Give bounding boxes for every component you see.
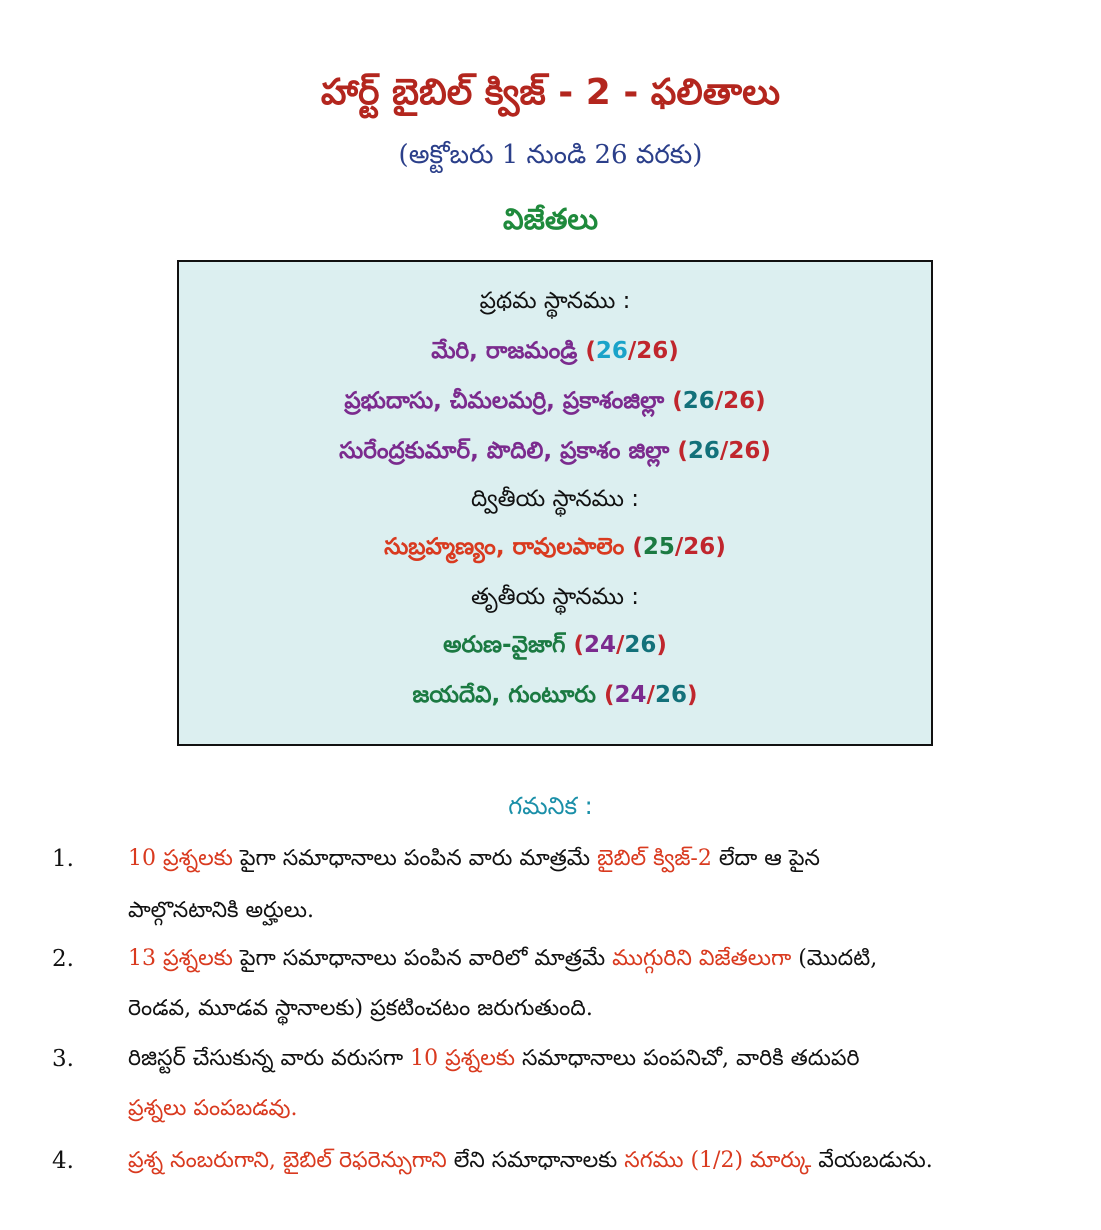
- note-text: లేదా ఆ పైన: [711, 846, 820, 871]
- winner-score: 26: [595, 338, 628, 364]
- winner-name: జయదేవి, గుంటూరు: [412, 682, 596, 708]
- winner-score: 25: [642, 534, 675, 560]
- winner-row: సురేంద్రకుమార్, పొదిలి, ప్రకాశం జిల్లా (26/26): [339, 438, 771, 464]
- winner-score-total: 26: [624, 632, 657, 658]
- page-title: హార్ట్ బైబిల్ క్విజ్ - 2 - ఫలితాలు: [320, 72, 781, 113]
- note-line: [128, 1046, 1058, 1076]
- winner-score-total: 26: [636, 338, 669, 364]
- highlighted-text: ముగ్గురిని విజేతలుగా: [612, 946, 792, 971]
- winner-row: అరుణ-వైజాగ్ (24/26): [443, 632, 667, 658]
- notes-heading: గమనిక :: [508, 792, 593, 820]
- winner-score: 26: [682, 388, 715, 414]
- note-line: [128, 846, 1058, 876]
- winners-heading: విజేతలు: [503, 202, 598, 236]
- first-place-label: ప్రథమ స్థానము :: [479, 288, 631, 314]
- note-text: సమాధానాలు పంపనిచో, వారికి తదుపరి: [515, 1046, 860, 1071]
- second-place-label: ద్వితీయ స్థానము :: [471, 486, 639, 512]
- winner-name: అరుణ-వైజాగ్: [443, 632, 566, 658]
- winners-box: [177, 260, 933, 746]
- highlighted-text: 10 ప్రశ్నలకు: [128, 846, 233, 871]
- winner-score: 24: [583, 632, 616, 658]
- winner-name: ప్రభుదాసు, చీమలమర్రి, ప్రకాశంజిల్లా: [344, 388, 665, 414]
- winner-name: మేరి, రాజమండ్రి: [431, 338, 578, 364]
- highlighted-text: 13 ప్రశ్నలకు: [128, 946, 233, 971]
- winner-score: 24: [614, 682, 647, 708]
- note-text: పాల్గొనటానికి అర్హులు.: [128, 898, 314, 923]
- winner-row: జయదేవి, గుంటూరు (24/26): [412, 682, 698, 708]
- highlighted-text: సగము (1/2) మార్కు: [624, 1148, 812, 1173]
- note-text: రెండవ, మూడవ స్థానాలకు) ప్రకటించటం జరుగుతుంది.: [128, 996, 593, 1021]
- highlighted-text: బైబిల్ క్విజ్-2: [597, 846, 712, 871]
- date-range: (అక్టోబరు 1 నుండి 26 వరకు): [398, 140, 703, 170]
- note-line: [128, 996, 1058, 1026]
- note-line: [128, 898, 1058, 928]
- note-text: (మొదటి,: [791, 946, 878, 971]
- note-number: 3.: [52, 1046, 74, 1072]
- note-text: వేయబడును.: [811, 1148, 933, 1173]
- winner-row: ప్రభుదాసు, చీమలమర్రి, ప్రకాశంజిల్లా (26/26): [344, 388, 766, 414]
- highlighted-text: ప్రశ్నలు పంపబడవు.: [128, 1096, 298, 1121]
- note-text: లేని సమాధానాలకు: [446, 1148, 625, 1173]
- note-text: పైగా సమాధానాలు పంపిన వారు మాత్రమే: [232, 846, 598, 871]
- note-text: రిజిస్టర్ చేసుకున్న వారు వరుసగా: [128, 1046, 411, 1071]
- note-number: 2.: [52, 946, 74, 972]
- highlighted-text: 10 ప్రశ్నలకు: [410, 1046, 515, 1071]
- winner-score-total: 26: [683, 534, 716, 560]
- winner-score: 26: [687, 438, 720, 464]
- note-number: 1.: [52, 846, 74, 872]
- highlighted-text: ప్రశ్న నంబరుగాని, బైబిల్ రెఫరెన్సుగాని: [128, 1148, 447, 1173]
- winner-score-total: 26: [654, 682, 687, 708]
- note-number: 4.: [52, 1148, 74, 1174]
- winner-row: సుబ్రహ్మణ్యం, రావులపాలెం (25/26): [384, 534, 726, 560]
- winner-name: సురేంద్రకుమార్, పొదిలి, ప్రకాశం జిల్లా: [339, 438, 670, 464]
- note-line: [128, 1096, 1058, 1126]
- winner-score-total: 26: [728, 438, 761, 464]
- winner-name: సుబ్రహ్మణ్యం, రావులపాలెం: [384, 534, 625, 560]
- third-place-label: తృతీయ స్థానము :: [471, 584, 639, 610]
- winner-score-total: 26: [723, 388, 756, 414]
- note-line: [128, 1148, 1058, 1178]
- winner-row: మేరి, రాజమండ్రి (26/26): [431, 338, 679, 364]
- note-line: [128, 946, 1058, 976]
- note-text: పైగా సమాధానాలు పంపిన వారిలో మాత్రమే: [232, 946, 613, 971]
